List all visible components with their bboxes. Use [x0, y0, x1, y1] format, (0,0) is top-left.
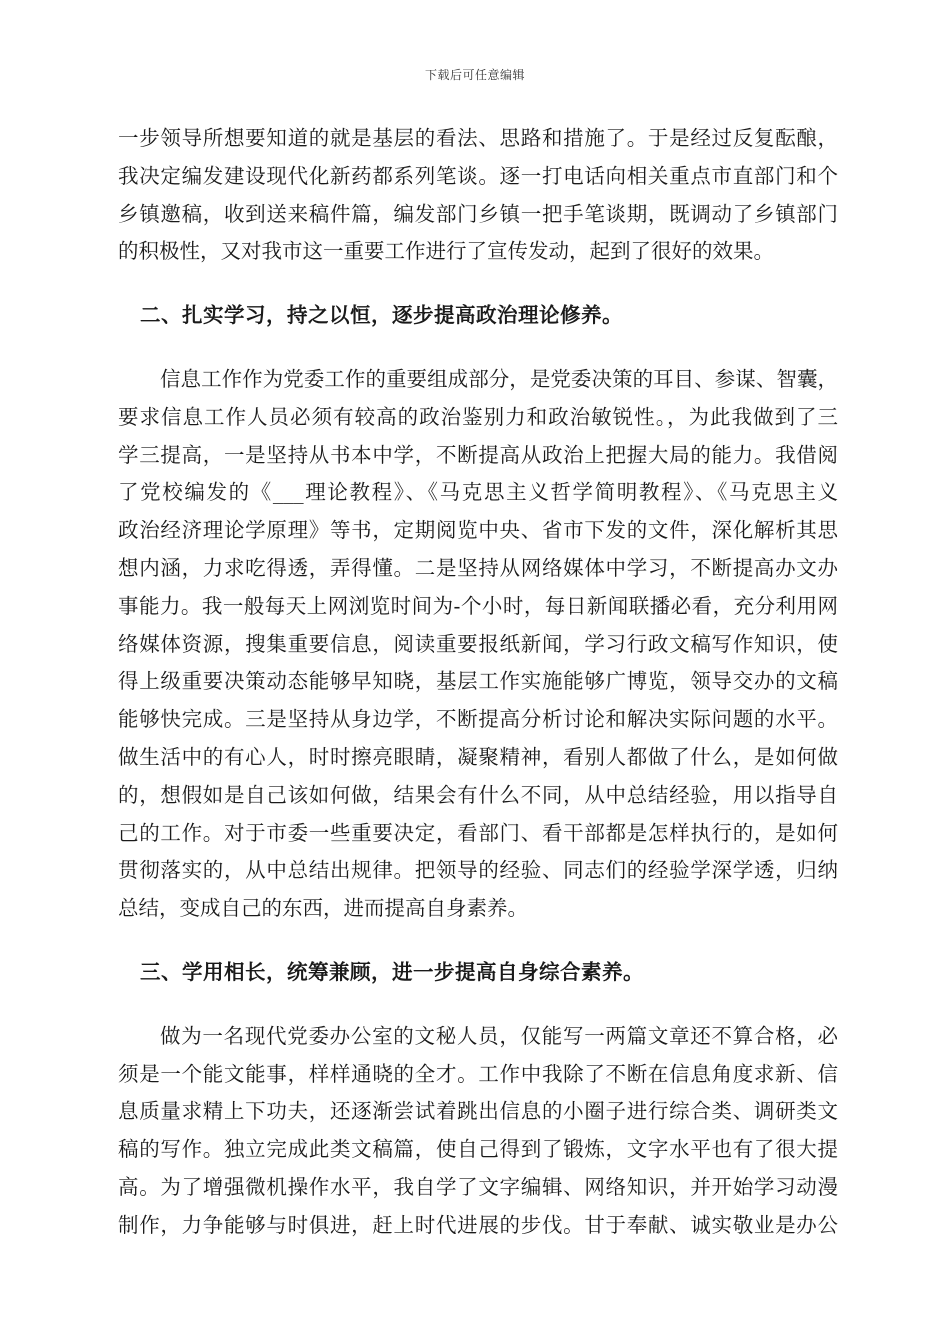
- text-line: 做为一名现代党委办公室的文秘人员，仅能写一两篇文章还不算合格，必: [160, 1023, 838, 1048]
- paragraph-study: [118, 361, 838, 928]
- text-line: 乡镇邀稿，收到送来稿件篇，编发部门乡镇一把手笔谈期，既调动了乡镇部门: [118, 201, 838, 226]
- paragraph-continuation: [118, 120, 838, 271]
- text-line: 事能力。我一般每天上网浏览时间为-个小时，每日新闻联播必看，充分利用网: [118, 593, 838, 618]
- text-line: 制作，力争能够与时俱进，赶上时代进展的步伐。甘于奉献、诚实敬业是办公: [118, 1212, 838, 1237]
- text-line: 我决定编发建设现代化新药都系列笔谈。逐一打电话向相关重点市直部门和个: [118, 163, 838, 188]
- text-line: 的，想假如是自己该如何做，结果会有什么不同，从中总结经验，用以指导自: [118, 782, 838, 807]
- text-line: 的积极性，又对我市这一重要工作进行了宣传发动，起到了很好的效果。: [118, 239, 774, 264]
- text-line: 想内涵，力求吃得透，弄得懂。二是坚持从网络媒体中学习，不断提高办文办: [118, 555, 838, 580]
- text-line: 贯彻落实的，从中总结出规律。把领导的经验、同志们的经验学深学透，归纳: [118, 858, 838, 883]
- text-line: 学三提高，一是坚持从书本中学，不断提高从政治上把握大局的能力。我借阅: [118, 442, 838, 467]
- text-line: 高。为了增强微机操作水平，我自学了文字编辑、网络知识，并开始学习动漫: [118, 1174, 838, 1199]
- text-line: 总结，变成自己的东西，进而提高自身素养。: [118, 896, 528, 921]
- text-line: 了党校编发的《___理论教程》、《马克思主义哲学简明教程》、《马克思主义: [118, 480, 838, 505]
- page-header: 下载后可任意编辑: [424, 68, 525, 82]
- text-line: 要求信息工作人员必须有较高的政治鉴别力和政治敏锐性。，为此我做到了三: [118, 404, 838, 429]
- paragraph-practice: [118, 1018, 838, 1245]
- section-heading-3: 三、学用相长，统筹兼顾，进一步提高自身综合素养。: [140, 959, 644, 984]
- text-line: 一步领导所想要知道的就是基层的看法、思路和措施了。于是经过反复酝酿，: [118, 126, 838, 150]
- section-heading-2: 二、扎实学习，持之以恒，逐步提高政治理论修养。: [140, 303, 623, 328]
- document-body: [118, 120, 838, 1245]
- text-line: 稿的写作。独立完成此类文稿篇，使自己得到了锻炼，文字水平也有了很大提: [118, 1137, 838, 1162]
- text-line: 须是一个能文能事，样样通晓的全才。工作中我除了不断在信息角度求新、信: [118, 1061, 838, 1086]
- text-line: 络媒体资源，搜集重要信息，阅读重要报纸新闻，学习行政文稿写作知识，使: [118, 631, 838, 656]
- text-line: 息质量求精上下功夫，还逐渐尝试着跳出信息的小圈子进行综合类、调研类文: [118, 1099, 838, 1124]
- text-line: 信息工作作为党委工作的重要组成部分，是党委决策的耳目、参谋、智囊，: [160, 366, 838, 391]
- text-line: 得上级重要决策动态能够早知晓，基层工作实施能够广博览，领导交办的文稿: [118, 669, 838, 694]
- text-line: 己的工作。对于市委一些重要决定，看部门、看干部都是怎样执行的，是如何: [118, 820, 838, 845]
- text-line: 能够快完成。三是坚持从身边学，不断提高分析讨论和解决实际问题的水平。: [118, 707, 838, 732]
- text-line: 政治经济理论学原理》等书，定期阅览中央、省市下发的文件，深化解析其思: [118, 518, 838, 543]
- text-line: 做生活中的有心人，时时擦亮眼睛，凝聚精神，看别人都做了什么，是如何做: [118, 744, 838, 769]
